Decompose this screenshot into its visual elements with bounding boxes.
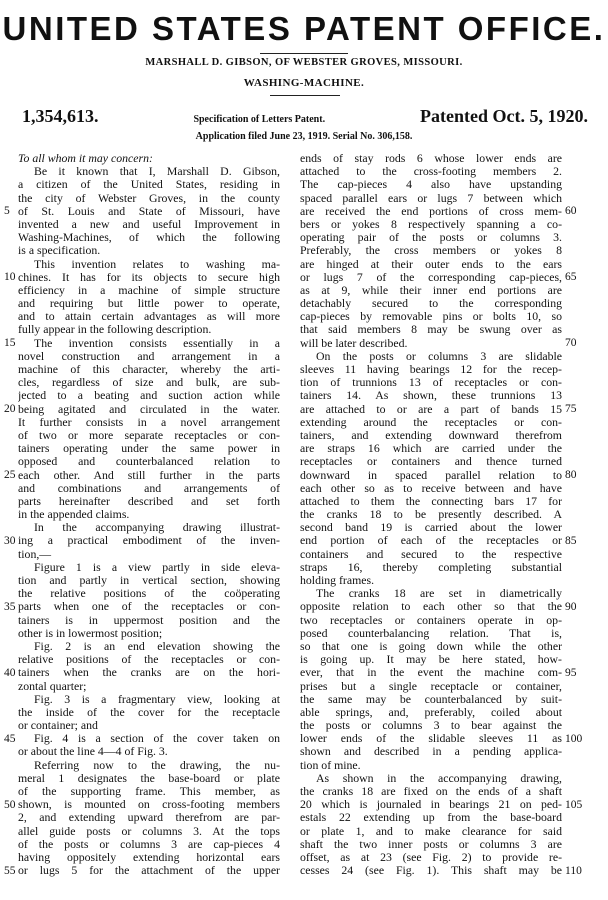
divider bbox=[270, 95, 340, 96]
text-line: are attached to or are a part of bands 15 bbox=[300, 402, 562, 416]
divider bbox=[260, 53, 348, 54]
right-text-column bbox=[300, 152, 562, 877]
text-line: operating pair of the posts or columns 3. bbox=[300, 231, 562, 245]
text-line: fully appear in the following description. bbox=[18, 323, 212, 337]
text-line: opposite relation to each other so that the bbox=[300, 600, 562, 614]
text-line: offset, as at 23 (see Fig. 2) to provide re- bbox=[300, 850, 562, 864]
line-number: 5 bbox=[4, 204, 10, 217]
text-line: The cap-pieces 4 also have upstanding bbox=[300, 178, 562, 192]
text-line: of the supporting frame. This member, as bbox=[18, 785, 280, 798]
text-line: To all whom it may concern: bbox=[18, 152, 153, 165]
text-line: that said members 8 may be swung over as bbox=[300, 323, 562, 337]
line-number: 100 bbox=[565, 732, 583, 745]
text-line: extending around the receptacles or con- bbox=[300, 415, 562, 429]
text-line: as at 9, while their inner end portions are bbox=[300, 283, 562, 297]
left-text-column bbox=[18, 152, 280, 877]
text-line: chines. It has for its objects to secure high bbox=[18, 270, 280, 284]
text-line: This invention relates to washing ma- bbox=[34, 257, 280, 271]
text-line: tion of trunnions 13 of receptacles or con- bbox=[300, 376, 562, 390]
text-line: lower ends of the slidable sleeves 11 as bbox=[300, 732, 562, 746]
text-line: detachably secured to the corresponding bbox=[300, 297, 562, 311]
text-line: Be it known that I, Marshall D. Gibson, bbox=[34, 165, 280, 179]
text-line: parts hereinafter described and set forth bbox=[18, 494, 280, 508]
text-line: downward in spaced parallel relation to bbox=[300, 468, 562, 482]
inventor-line: MARSHALL D. GIBSON, OF WEBSTER GROVES, MISSOURI. bbox=[145, 57, 463, 68]
line-number: 95 bbox=[565, 666, 577, 679]
text-line: tainers operating under the same power in bbox=[18, 442, 280, 456]
line-number: 70 bbox=[565, 336, 577, 349]
text-line: the posts or columns 3 to bear against the bbox=[300, 719, 562, 733]
line-number: 30 bbox=[4, 534, 16, 547]
text-line: of two or more separate receptacles or con- bbox=[18, 428, 280, 442]
text-line: The invention consists essentially in a bbox=[34, 336, 280, 350]
text-line: estals 22 extending up from the base-board bbox=[300, 811, 562, 825]
text-line: tainers 14. As shown, these trunnions 13 bbox=[300, 389, 562, 403]
text-line: Figure 1 is a view partly in side eleva- bbox=[34, 560, 280, 574]
text-line: invented a new and useful Improvement in bbox=[18, 217, 280, 231]
text-line: or lugs 5 for the attachment of the upper bbox=[18, 864, 280, 878]
text-line: the cranks 18 to be presently described. A bbox=[300, 508, 562, 522]
patent-office-title: UNITED STATES PATENT OFFICE. bbox=[2, 10, 606, 47]
text-line: of St. Louis and State of Missouri, have bbox=[18, 204, 280, 218]
patented-date: Patented Oct. 5, 1920. bbox=[420, 106, 588, 126]
text-line: ends of stay rods 6 whose lower ends are bbox=[300, 152, 562, 165]
text-line: parts when one of the receptacles or con- bbox=[18, 600, 280, 614]
text-line: the city of Webster Groves, in the county bbox=[18, 191, 280, 205]
text-line: tainers when the cranks are on the hori- bbox=[18, 666, 280, 680]
text-line: tainers is in uppermost position and the bbox=[18, 613, 280, 627]
text-line: receptacles or containers and thence turned bbox=[300, 455, 562, 469]
text-line: are hinged at their outer ends to the ears bbox=[300, 257, 562, 271]
text-line: tion and partly in vertical section, showing bbox=[18, 574, 280, 587]
line-number: 35 bbox=[4, 600, 16, 613]
text-line: 20 which is journaled in bearings 21 on ped- bbox=[300, 798, 562, 812]
text-line: sleeves 11 having bearings 12 for the recep- bbox=[300, 363, 562, 376]
line-number: 40 bbox=[4, 666, 16, 679]
line-number: 20 bbox=[4, 402, 16, 415]
text-line: tainers, and extending downward therefrom bbox=[300, 428, 562, 442]
text-line: will be later described. bbox=[300, 336, 408, 350]
line-number: 10 bbox=[4, 270, 16, 283]
text-line: cap-pieces by removable pins or bolts 10, so bbox=[300, 310, 562, 324]
text-line: two receptacles or containers operate in op- bbox=[300, 613, 562, 627]
text-line: shown, is mounted on cross-footing members bbox=[18, 798, 280, 812]
text-line: cesses 24 (see Fig. 1). This shaft may be bbox=[300, 864, 562, 878]
text-line: novel construction and arrangement in a bbox=[18, 349, 280, 363]
text-line: zontal quarter; bbox=[18, 679, 87, 693]
line-number: 45 bbox=[4, 732, 16, 745]
text-line: able springs, and, preferably, coiled about bbox=[300, 705, 562, 719]
line-number: 50 bbox=[4, 798, 16, 811]
text-line: of the posts or columns 3 are cap-pieces 4 bbox=[18, 837, 280, 851]
text-line: each other. And still further in the parts bbox=[18, 468, 280, 482]
text-line: second band 19 is carried about the lower bbox=[300, 521, 562, 535]
text-line: a citizen of the United States, residing in bbox=[18, 178, 280, 192]
text-line: tion of mine. bbox=[300, 758, 361, 772]
text-line: As shown in the accompanying drawing, bbox=[316, 771, 562, 785]
text-line: is going up. It may be here stated, how- bbox=[300, 653, 562, 667]
text-line: straps 16, thereby completing substantial bbox=[300, 560, 562, 574]
text-line: having oppositely extending horizontal ears bbox=[18, 850, 280, 864]
line-number: 65 bbox=[565, 270, 577, 283]
text-line: Fig. 3 is a fragmentary view, looking at bbox=[34, 692, 280, 706]
text-line: the inside of the cover for the receptacle bbox=[18, 705, 280, 719]
text-line: are received the end portions of cross mem- bbox=[300, 204, 562, 218]
text-line: prises but a single receptacle or container, bbox=[300, 679, 562, 693]
text-line: jected to a beating and suction action while bbox=[18, 389, 280, 403]
text-line: attached to the cross-footing members 2. bbox=[300, 165, 562, 179]
line-number: 90 bbox=[565, 600, 577, 613]
text-line: attached to them the connecting bars 17 for bbox=[300, 494, 562, 508]
text-line: and to attain certain advantages as will more bbox=[18, 310, 280, 324]
text-line: or about the line 4—4 of Fig. 3. bbox=[18, 745, 168, 759]
line-number: 110 bbox=[565, 864, 582, 877]
text-line: shown and described in a pending applica- bbox=[300, 745, 562, 759]
line-number: 15 bbox=[4, 336, 16, 349]
text-line: posed counterbalancing relation. That is, bbox=[300, 626, 562, 640]
text-line: Fig. 2 is an end elevation showing the bbox=[34, 639, 280, 653]
text-line: the same may be counterbalanced by suit- bbox=[300, 692, 562, 706]
text-line: machine of this character, whereby the arti- bbox=[18, 363, 280, 376]
text-line: containers and secured to the respective bbox=[300, 547, 562, 561]
text-line: Fig. 4 is a section of the cover taken on bbox=[34, 732, 280, 746]
text-line: holding frames. bbox=[300, 574, 375, 587]
text-line: or container; and bbox=[18, 719, 98, 733]
line-number: 85 bbox=[565, 534, 577, 547]
text-line: ing a practical embodiment of the inven- bbox=[18, 534, 280, 548]
text-line: the cranks 18 are fixed on the ends of a shaft bbox=[300, 785, 562, 798]
text-line: and combinations and arrangements of bbox=[18, 481, 280, 495]
text-line: so that one is going down while the other bbox=[300, 639, 562, 653]
text-line: In the accompanying drawing illustrat- bbox=[34, 521, 280, 535]
text-line: On the posts or columns 3 are slidable bbox=[316, 349, 562, 363]
text-line: Washing-Machines, of which the following bbox=[18, 231, 280, 245]
text-line: The cranks 18 are set in diametrically bbox=[316, 587, 562, 601]
text-line: other is in lowermost position; bbox=[18, 626, 163, 640]
text-line: Preferably, the cross members or yokes 8 bbox=[300, 244, 562, 258]
text-line: or plate 1, and to make clearance for said bbox=[300, 824, 562, 838]
text-line: relative positions of the receptacles or con- bbox=[18, 653, 280, 667]
line-number: 80 bbox=[565, 468, 577, 481]
text-line: in the appended claims. bbox=[18, 508, 130, 522]
text-line: allel guide posts or columns 3. At the tops bbox=[18, 824, 280, 838]
text-line: the relative positions of the coöperating bbox=[18, 587, 280, 601]
text-line: 2, and extending upward therefrom are par- bbox=[18, 811, 280, 825]
application-line: Application filed June 23, 1919. Serial No. 306,158. bbox=[195, 131, 413, 142]
text-line: each other so as to receive between and have bbox=[300, 481, 562, 495]
text-line: It further consists in a novel arrangement bbox=[18, 415, 280, 429]
text-line: ever, that in the event the machine com- bbox=[300, 666, 562, 680]
patent-number: 1,354,613. bbox=[22, 106, 99, 126]
text-line: are straps 16 which are carried under the bbox=[300, 442, 562, 456]
line-number: 25 bbox=[4, 468, 16, 481]
text-line: end portion of each of the receptacles or bbox=[300, 534, 562, 548]
text-line: and requiring but little power to operate, bbox=[18, 297, 280, 311]
patent-meta-row bbox=[22, 106, 588, 128]
text-line: bers or yokes 8 respectively spanning a co- bbox=[300, 217, 562, 231]
text-line: tion,— bbox=[18, 547, 52, 561]
text-line: opposed and counterbalanced relation to bbox=[18, 455, 280, 469]
text-line: Referring now to the drawing, the nu- bbox=[34, 758, 280, 772]
line-number: 75 bbox=[565, 402, 577, 415]
line-number: 105 bbox=[565, 798, 583, 811]
text-line: efficiency in a machine of simple structure bbox=[18, 283, 280, 297]
text-line: spaced parallel ears or lugs 7 between which bbox=[300, 191, 562, 205]
text-line: shaft the two inner posts or columns 3 are bbox=[300, 837, 562, 851]
text-line: or lugs 7 of the corresponding cap-pieces, bbox=[300, 270, 562, 284]
invention-title: WASHING-MACHINE. bbox=[243, 77, 365, 89]
line-number: 55 bbox=[4, 864, 16, 877]
line-number: 60 bbox=[565, 204, 577, 217]
text-line: being agitated and circulated in the water. bbox=[18, 402, 280, 416]
text-line: meral 1 designates the base-board or plate bbox=[18, 771, 280, 785]
specification-label: Specification of Letters Patent. bbox=[193, 114, 326, 125]
text-line: is a specification. bbox=[18, 244, 101, 258]
text-line: cles, regardless of size and bulk, are sub- bbox=[18, 376, 280, 390]
